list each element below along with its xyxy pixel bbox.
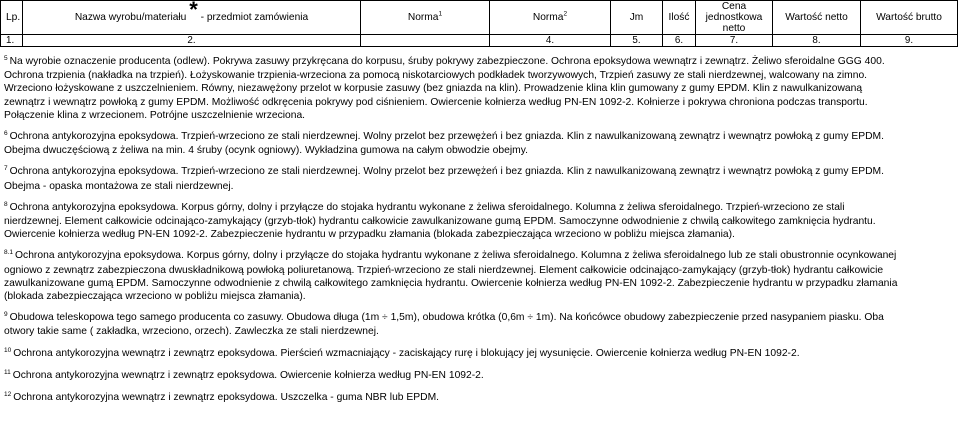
footnote-number: 9 — [4, 311, 8, 319]
footnote-line — [4, 55, 956, 69]
footnote-text: Ochrona antykorozyjna epoksydowa. Trzpień-wrzeciono ze stali nierdzewnej. Wolny przelot bez przewężeń i bez gniazda. Klin z nawulkanizowaną zewnątrz i wewnątrz powłoką z gumy EPDM. — [9, 131, 884, 143]
footnote-number: 8 — [4, 200, 8, 208]
footnote-text: ogniowo z zewnątrz zabezpieczona dwuskładnikową powłoką poliuretanową. Trzpień-wrzeciono ze stali nierdzewnej. Element całkowicie odcinająco-zamykający (grzyb-tłok) hydrantu całkowicie — [4, 264, 884, 276]
footnote-line — [4, 82, 956, 95]
col-number: 6. — [663, 35, 696, 47]
footnote-line — [4, 130, 956, 144]
col-number — [361, 35, 490, 47]
note-gap — [4, 339, 956, 347]
footnote-text: zawulkanizowane gumą EPDM. Samoczynne odwodnienie z chwilą całkowitego zamknięcia hydrantu. Owiercenie kołnierza według PN-EN 1092-2. Zabezpieczenie hydrantu w przypadku złamania — [4, 277, 898, 289]
column-number-row — [1, 35, 958, 47]
note-gap — [4, 383, 956, 391]
footnote-line — [4, 201, 956, 215]
header-wartosc-netto: Wartość netto — [773, 1, 861, 35]
footnote-line — [4, 249, 956, 263]
footnote-line — [4, 391, 956, 405]
norma1-text: Norma — [407, 12, 439, 23]
footnote-text: Ochrona trzpienia (nakładka na trzpień). Łożyskowanie trzpienia-wrzeciona za pomocą niskotarciowych podkładek tworzywowych, Trzpień zasuwy ze stali nierdzewnej, walcowany na zimno. — [4, 70, 868, 82]
footnote-number: 8.1 — [4, 249, 14, 257]
col-number: 7. — [696, 35, 773, 47]
footnote-line — [4, 165, 956, 179]
header-cena — [696, 1, 773, 35]
footnote-number: 5 — [4, 55, 8, 62]
cena-line1: Cena — [721, 1, 747, 12]
header-ilosc: Ilość — [663, 1, 696, 35]
note-gap — [4, 241, 956, 249]
footnote-line — [4, 144, 956, 157]
footnote-number: 7 — [4, 165, 8, 173]
footnote-number: 11 — [4, 368, 11, 376]
footnote-text: Obejma dwuczęściową z żeliwa na min. 4 śruby (ocynk ogniowy). Wykładzina gumowa na całym obwodzie obejmy. — [4, 145, 528, 157]
col-number: 8. — [773, 35, 861, 47]
footnote-line — [4, 180, 956, 193]
col-number: 1. — [1, 35, 23, 47]
footnote-text: (blokada zabezpieczająca wrzeciono w pobliżu miejsca złamania). — [4, 291, 306, 303]
footnote-text: Połączenie klina z wrzecionem. Potrójne uszczelnienie wrzeciona. — [4, 109, 306, 121]
footnote-line — [4, 290, 956, 303]
footnote-line — [4, 228, 956, 241]
footnote-number: 12 — [4, 391, 12, 399]
note-gap — [4, 157, 956, 165]
footnote-line — [4, 96, 956, 109]
footnote-text: Ochrona antykorozyjna wewnątrz i zewnątrz epoksydowa. Pierścień wzmacniający - zaciskający rurę i blokujący jej wysunięcie. Owiercenie kołnierza według PN-EN 1092-2. — [13, 347, 800, 359]
header-norma1 — [361, 1, 490, 35]
footnote-line — [4, 325, 956, 338]
footnote-line — [4, 69, 956, 82]
header-name-suffix: - przedmiot zamówienia — [200, 12, 309, 23]
header-norma2 — [490, 1, 611, 35]
footnote-text: zewnątrz i wewnątrz powłoką z gumy EPDM. Możliwość odkręcenia pokrywy pod ciśnieniem. Owiercenie kołnierza według PN-EN 1092-2. Kołnierze i pokrywa chroniona podczas transportu. — [4, 96, 868, 108]
note-gap — [4, 303, 956, 311]
footnote-text: Ochrona antykorozyjna epoksydowa. Korpus górny, dolny i przyłącze do stojaka hydrantu wykonane z żeliwa sferoidalnego. Kolumna z żeliwa sferoidalnego lub ze stali obustronnie ocynkowanej — [15, 250, 897, 262]
norma2-text: Norma — [532, 12, 564, 23]
footnote-number: 10 — [4, 346, 12, 354]
footnote-text: Ochrona antykorozyjna wewnątrz i zewnątrz epoksydowa. Owiercenie kołnierza według PN-EN 1092-2. — [12, 369, 484, 381]
footnote-text: otwory takie same ( zakładka, wrzeciono, orzech). Zawleczka ze stali nierdzewnej. — [4, 326, 379, 338]
order-table-header — [0, 0, 958, 47]
cena-line2: jednostkowa — [705, 12, 763, 23]
note-gap — [4, 122, 956, 130]
footnote-text: Obudowa teleskopowa tego samego producenta co zasuwy. Obudowa długa (1m ÷ 1,5m), obudowa krótka (0,6m ÷ 1m). Na końcówce obudowy zabezpieczenie przed nasypaniem piasku. Oba — [9, 312, 884, 324]
footnote-line — [4, 277, 956, 290]
footnote-line — [4, 347, 956, 361]
header-name-text: Nazwa wyrobu/materiału — [74, 12, 187, 23]
footnote-line — [4, 109, 956, 122]
footnote-text: Ochrona antykorozyjna epoksydowa. Korpus górny, dolny i przyłącze do stojaka hydrantu wykonane z żeliwa sferoidalnego. Kolumna z żeliwa sferoidalnego. Trzpień-wrzeciono ze stali — [9, 201, 845, 213]
footnote-text: Ochrona antykorozyjna wewnątrz i zewnątrz epoksydowa. Uszczelka - guma NBR lub EPDM. — [13, 392, 440, 404]
header-name — [23, 1, 361, 35]
note-gap — [4, 193, 956, 201]
footnote-text: Ochrona antykorozyjna epoksydowa. Trzpień-wrzeciono ze stali nierdzewnej. Wolny przelot bez przewężeń i bez gniazda. Klin z nawulkanizowaną zewnątrz i wewnątrz powłoką z gumy EPDM. — [9, 166, 884, 178]
footnote-line — [4, 215, 956, 228]
footnote-text: Owiercenie kołnierza według PN-EN 1092-2. Zabezpieczenie hydrantu w przypadku złamania (blokada zabezpieczająca wrzeciono w pobliżu miejsca złamania). — [4, 229, 735, 241]
header-wartosc-brutto: Wartość brutto — [861, 1, 958, 35]
col-number: 4. — [490, 35, 611, 47]
footnote-text: Na wyrobie oznaczenie producenta (odlew). Pokrywa zasuwy przykręcana do korpusu, śruby pokrywy zabezpieczone. Ochrona epoksydowa wewnątrz i zewnątrz. Żeliwo sferoidalne GGG 400. — [9, 56, 885, 67]
cena-line3: netto — [722, 23, 746, 34]
norma2-sup: 2 — [563, 10, 568, 18]
footnotes — [4, 55, 956, 405]
header-lp: Lp. — [1, 1, 23, 35]
footnote-number: 6 — [4, 130, 8, 138]
footnote-text: Wrzeciono łożyskowane z uszczelnieniem. Równy, niezawężony przelot w korpusie zasuwy (bez gniazda na klin). Prowadzenie klina klin gumowany z gumy EPDM. Klin z nawulkanizowaną — [4, 83, 863, 95]
norma1-sup: 1 — [438, 10, 443, 18]
col-number: 9. — [861, 35, 958, 47]
note-gap — [4, 361, 956, 369]
footnote-line — [4, 264, 956, 277]
star-mark: * — [189, 0, 198, 22]
col-number: 2. — [23, 35, 361, 47]
footnote-line — [4, 369, 956, 383]
header-jm: Jm — [611, 1, 663, 35]
footnote-text: Obejma - opaska montażowa ze stali nierdzewnej. — [4, 180, 234, 192]
footnote-text: nierdzewnej. Element całkowicie odcinająco-zamykający (grzyb-tłok) hydrantu całkowicie zawulkanizowane gumą EPDM. Samoczynne odwodnienie z chwilą całkowitego zamknięcia hydrantu. — [4, 216, 876, 228]
col-number: 5. — [611, 35, 663, 47]
footnote-line — [4, 311, 956, 325]
